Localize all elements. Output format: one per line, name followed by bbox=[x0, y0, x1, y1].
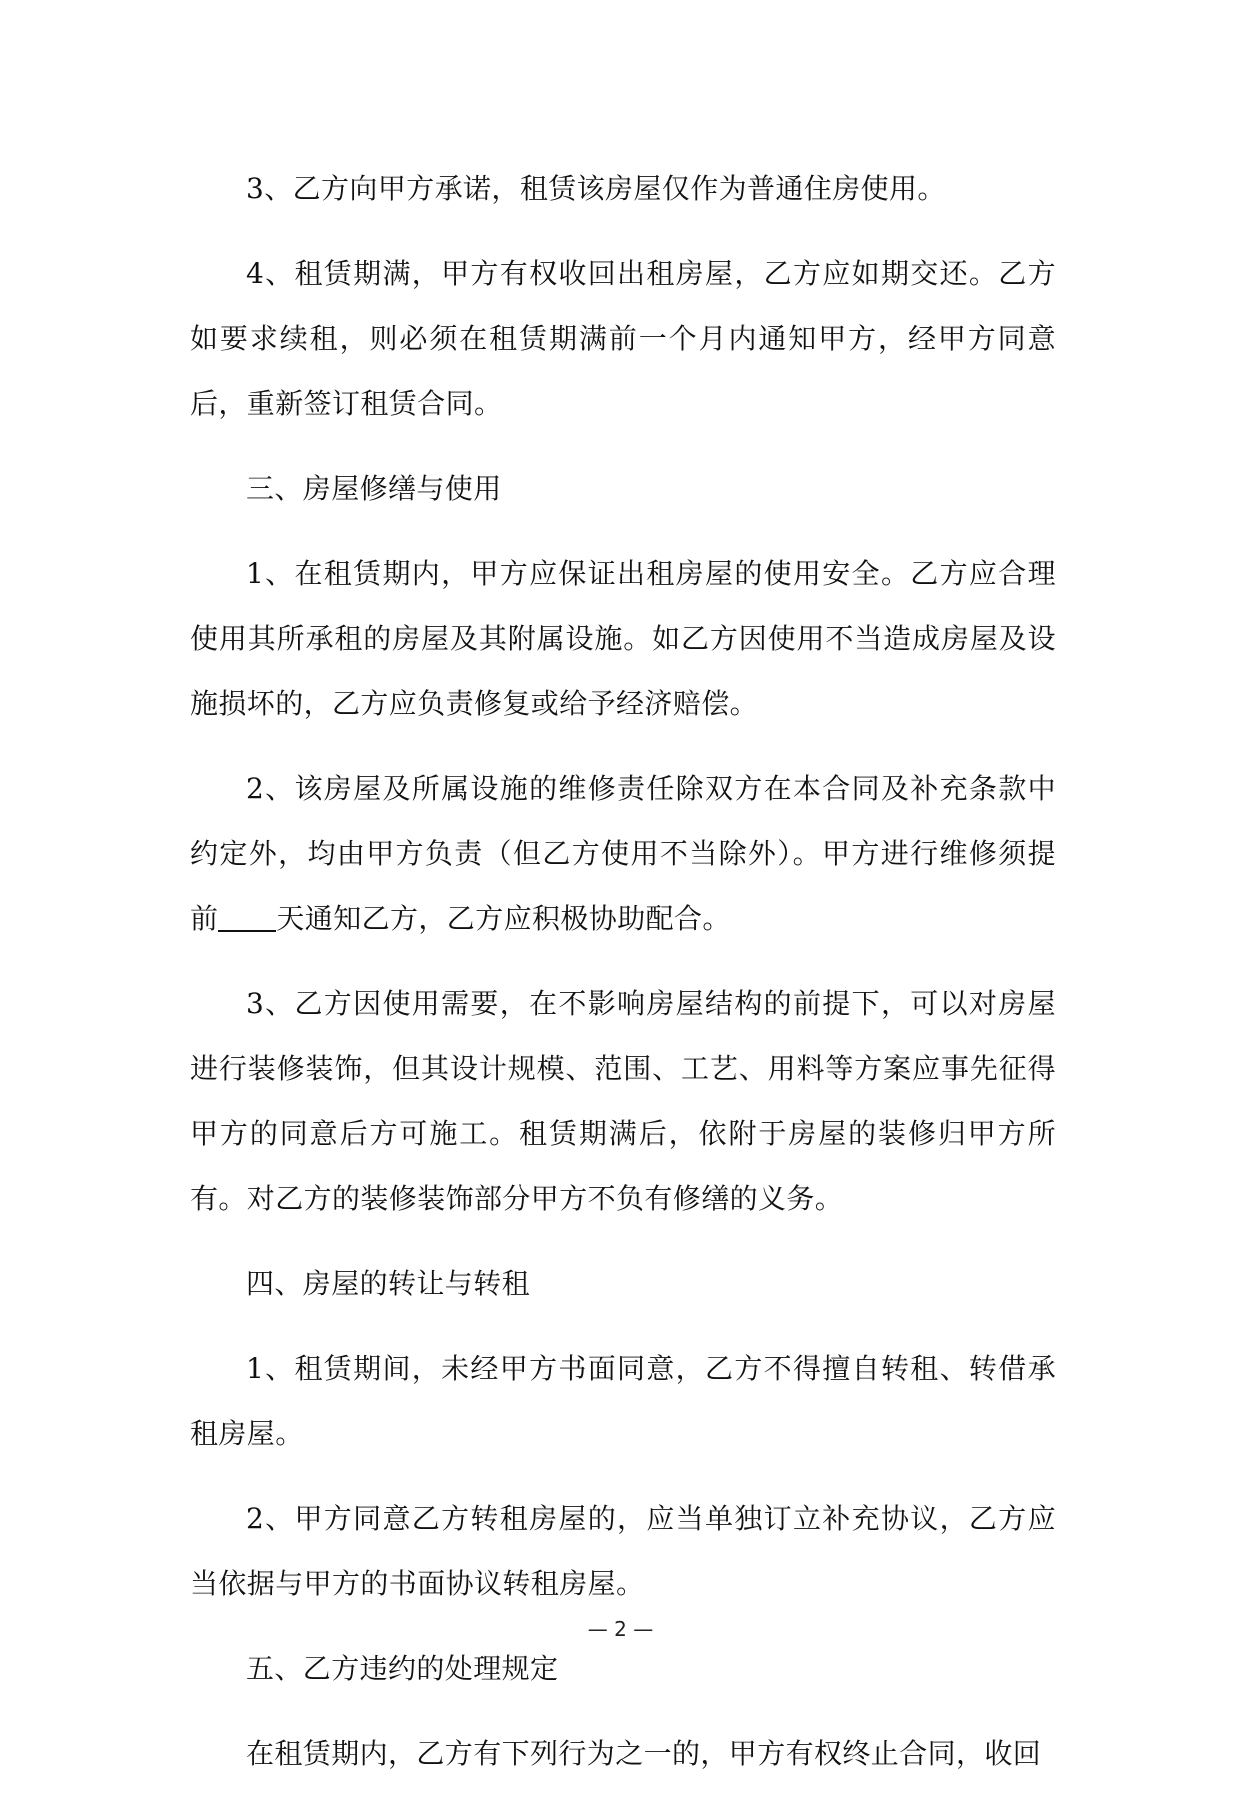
paragraph: 3、乙方向甲方承诺，租赁该房屋仅作为普通住房使用。 bbox=[246, 172, 946, 205]
paragraph: 2、甲方同意乙方转租房屋的，应当单独订立补充协议，乙方应当依据与甲方的书面协议转租房屋。 bbox=[190, 1502, 1056, 1600]
document-body bbox=[190, 156, 1056, 1806]
paragraph: 在租赁期内，乙方有下列行为之一的，甲方有权终止合同，收回 bbox=[246, 1737, 1042, 1770]
paragraph: 1、租赁期间，未经甲方书面同意，乙方不得擅自转租、转借承租房屋。 bbox=[190, 1352, 1056, 1450]
section-heading: 五、乙方违约的处理规定 bbox=[246, 1652, 559, 1685]
page-number: — 2 — bbox=[587, 1617, 654, 1641]
paragraph-text: 天通知乙方，乙方应积极协助配合。 bbox=[276, 902, 731, 935]
paragraph-text: 2、该房屋及所属设施的维修责任除双方在本合同及补充条款中约定外，均由甲方负责（但乙方使用不当除外）。甲方进行维修须提前 bbox=[190, 772, 1056, 935]
paragraph: 4、租赁期满，甲方有权收回出租房屋，乙方应如期交还。乙方如要求续租，则必须在租赁期满前一个月内通知甲方，经甲方同意后，重新签订租赁合同。 bbox=[190, 257, 1056, 420]
paragraph-with-blank bbox=[190, 756, 1056, 951]
section-heading: 四、房屋的转让与转租 bbox=[246, 1267, 531, 1300]
fill-in-blank bbox=[218, 900, 276, 932]
section-heading: 三、房屋修缮与使用 bbox=[246, 472, 502, 505]
paragraph: 3、乙方因使用需要，在不影响房屋结构的前提下，可以对房屋进行装修装饰，但其设计规模、范围、工艺、用料等方案应事先征得甲方的同意后方可施工。租赁期满后，依附于房屋的装修归甲方所有。对乙方的装修装饰部分甲方不负有修缮的义务。 bbox=[190, 987, 1056, 1215]
paragraph: 1、在租赁期内，甲方应保证出租房屋的使用安全。乙方应合理使用其所承租的房屋及其附属设施。如乙方因使用不当造成房屋及设施损坏的，乙方应负责修复或给予经济赔偿。 bbox=[190, 557, 1056, 720]
